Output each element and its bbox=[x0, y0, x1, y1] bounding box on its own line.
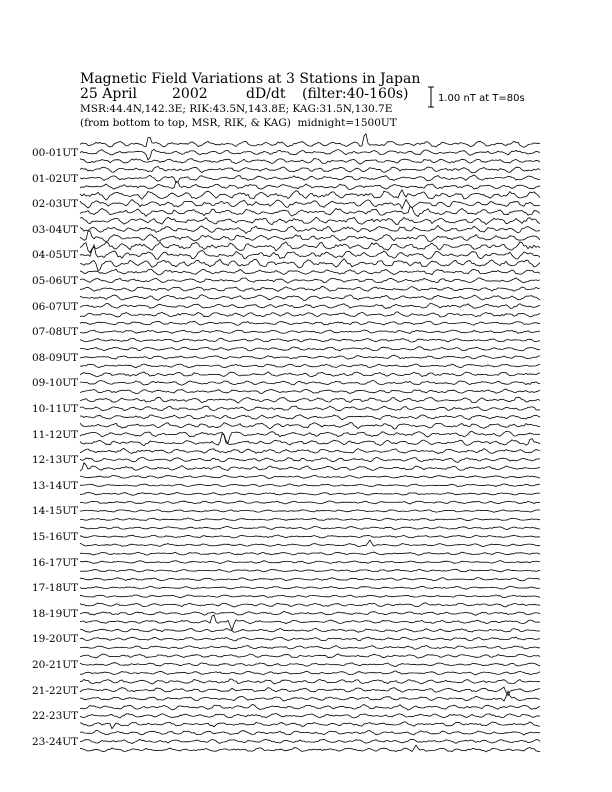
trace-kag bbox=[80, 475, 540, 478]
trace-kag bbox=[80, 269, 540, 275]
trace-kag bbox=[80, 578, 540, 581]
trace-rik bbox=[80, 278, 540, 283]
trace-msr bbox=[80, 364, 540, 368]
hour-label: 23-24UT bbox=[32, 735, 79, 748]
trace-msr bbox=[80, 745, 540, 752]
trace-rik bbox=[80, 226, 540, 234]
trace-rik bbox=[80, 714, 540, 719]
hour-label: 04-05UT bbox=[32, 249, 79, 262]
trace-msr bbox=[80, 518, 540, 521]
trace-kag bbox=[80, 217, 540, 225]
hour-label: 16-17UT bbox=[32, 556, 79, 569]
trace-msr bbox=[80, 722, 540, 729]
trace-rik bbox=[80, 330, 540, 334]
trace-kag bbox=[80, 397, 540, 403]
trace-msr bbox=[80, 540, 540, 547]
trace-rik bbox=[80, 484, 540, 487]
trace-msr bbox=[80, 206, 540, 216]
hour-label: 06-07UT bbox=[32, 300, 79, 313]
scale-label: 1.00 nT at T=80s bbox=[438, 93, 525, 104]
hour-label: 14-15UT bbox=[32, 505, 79, 518]
midnight-note: midnight=1500UT bbox=[297, 117, 397, 129]
trace-msr bbox=[80, 231, 540, 242]
trace-kag bbox=[80, 552, 540, 555]
trace-msr bbox=[80, 415, 540, 420]
trace-kag bbox=[80, 190, 540, 200]
trace-kag bbox=[80, 242, 540, 253]
trace-kag bbox=[80, 423, 540, 429]
trace-msr bbox=[80, 493, 540, 496]
filter-label: (filter:40-160s) bbox=[302, 86, 409, 102]
trace-msr bbox=[80, 389, 540, 394]
trace-rik bbox=[80, 586, 540, 589]
hour-label: 08-09UT bbox=[32, 351, 79, 364]
trace-msr bbox=[80, 691, 540, 701]
trace-msr bbox=[80, 286, 540, 291]
hour-label: 07-08UT bbox=[32, 326, 79, 339]
trace-rik bbox=[80, 561, 540, 564]
date-year: 2002 bbox=[172, 86, 208, 102]
order-note: (from bottom to top, MSR, RIK, & KAG) bbox=[80, 117, 291, 129]
trace-rik bbox=[80, 175, 540, 182]
trace-kag bbox=[80, 347, 540, 351]
trace-msr bbox=[80, 463, 540, 471]
trace-msr bbox=[80, 181, 540, 189]
trace-rik bbox=[80, 739, 540, 743]
hour-label: 00-01UT bbox=[32, 147, 79, 159]
trace-kag bbox=[80, 449, 540, 454]
trace-rik bbox=[80, 611, 540, 615]
hour-label: 02-03UT bbox=[32, 198, 79, 211]
hour-label: 05-06UT bbox=[32, 275, 79, 287]
hour-label: 17-18UT bbox=[32, 582, 79, 595]
trace-rik bbox=[80, 355, 540, 359]
trace-msr bbox=[80, 595, 540, 598]
trace-kag bbox=[80, 654, 540, 658]
trace-kag bbox=[80, 628, 540, 632]
hour-label: 12-13UT bbox=[32, 454, 79, 467]
trace-msr bbox=[80, 434, 540, 446]
hour-label: 19-20UT bbox=[32, 633, 79, 646]
trace-kag bbox=[80, 679, 540, 684]
trace-kag bbox=[80, 321, 540, 325]
trace-rik bbox=[80, 304, 540, 309]
trace-msr bbox=[80, 569, 540, 572]
hour-label: 15-16UT bbox=[32, 531, 79, 543]
trace-rik bbox=[80, 637, 540, 641]
trace-rik bbox=[80, 380, 540, 385]
hour-label: 03-04UT bbox=[32, 223, 79, 236]
hour-label: 01-02UT bbox=[32, 172, 79, 185]
trace-kag bbox=[80, 134, 540, 147]
hour-label: 11-12UT bbox=[32, 428, 79, 441]
station-coordinates: MSR:44.4N,142.3E; RIK:43.5N,143.8E; KAG:31.5N,130.7E bbox=[80, 103, 393, 115]
hour-label: 22-23UT bbox=[32, 710, 79, 723]
trace-rik bbox=[80, 406, 540, 411]
hour-label: 09-10UT bbox=[32, 377, 79, 390]
quantity-label: dD/dt bbox=[246, 86, 286, 102]
trace-kag bbox=[80, 603, 540, 607]
trace-kag bbox=[80, 372, 540, 377]
trace-rik bbox=[80, 149, 540, 160]
hour-label: 18-19UT bbox=[32, 607, 79, 620]
trace-rik bbox=[80, 510, 540, 513]
trace-kag bbox=[80, 705, 540, 711]
trace-msr bbox=[80, 671, 540, 675]
trace-kag bbox=[80, 730, 540, 735]
trace-kag bbox=[80, 166, 540, 173]
trace-kag bbox=[80, 501, 540, 504]
trace-msr bbox=[80, 312, 540, 317]
trace-rik bbox=[80, 200, 540, 209]
trace-kag bbox=[80, 295, 540, 301]
hour-label: 13-14UT bbox=[32, 479, 79, 492]
trace-rik bbox=[80, 245, 540, 259]
date-day: 25 April bbox=[80, 86, 137, 102]
hour-label: 10-11UT bbox=[32, 403, 79, 415]
trace-msr bbox=[80, 259, 540, 271]
trace-msr bbox=[80, 615, 540, 630]
trace-rik bbox=[80, 687, 540, 695]
hour-label: 21-22UT bbox=[32, 684, 79, 697]
hour-label: 20-21UT bbox=[32, 659, 79, 671]
trace-msr bbox=[80, 646, 540, 650]
chart-title: Magnetic Field Variations at 3 Stations in Japan bbox=[80, 71, 421, 87]
trace-rik bbox=[80, 458, 540, 463]
trace-rik bbox=[80, 663, 540, 667]
trace-kag bbox=[80, 526, 540, 529]
trace-msr bbox=[80, 338, 540, 342]
trace-rik bbox=[80, 535, 540, 538]
